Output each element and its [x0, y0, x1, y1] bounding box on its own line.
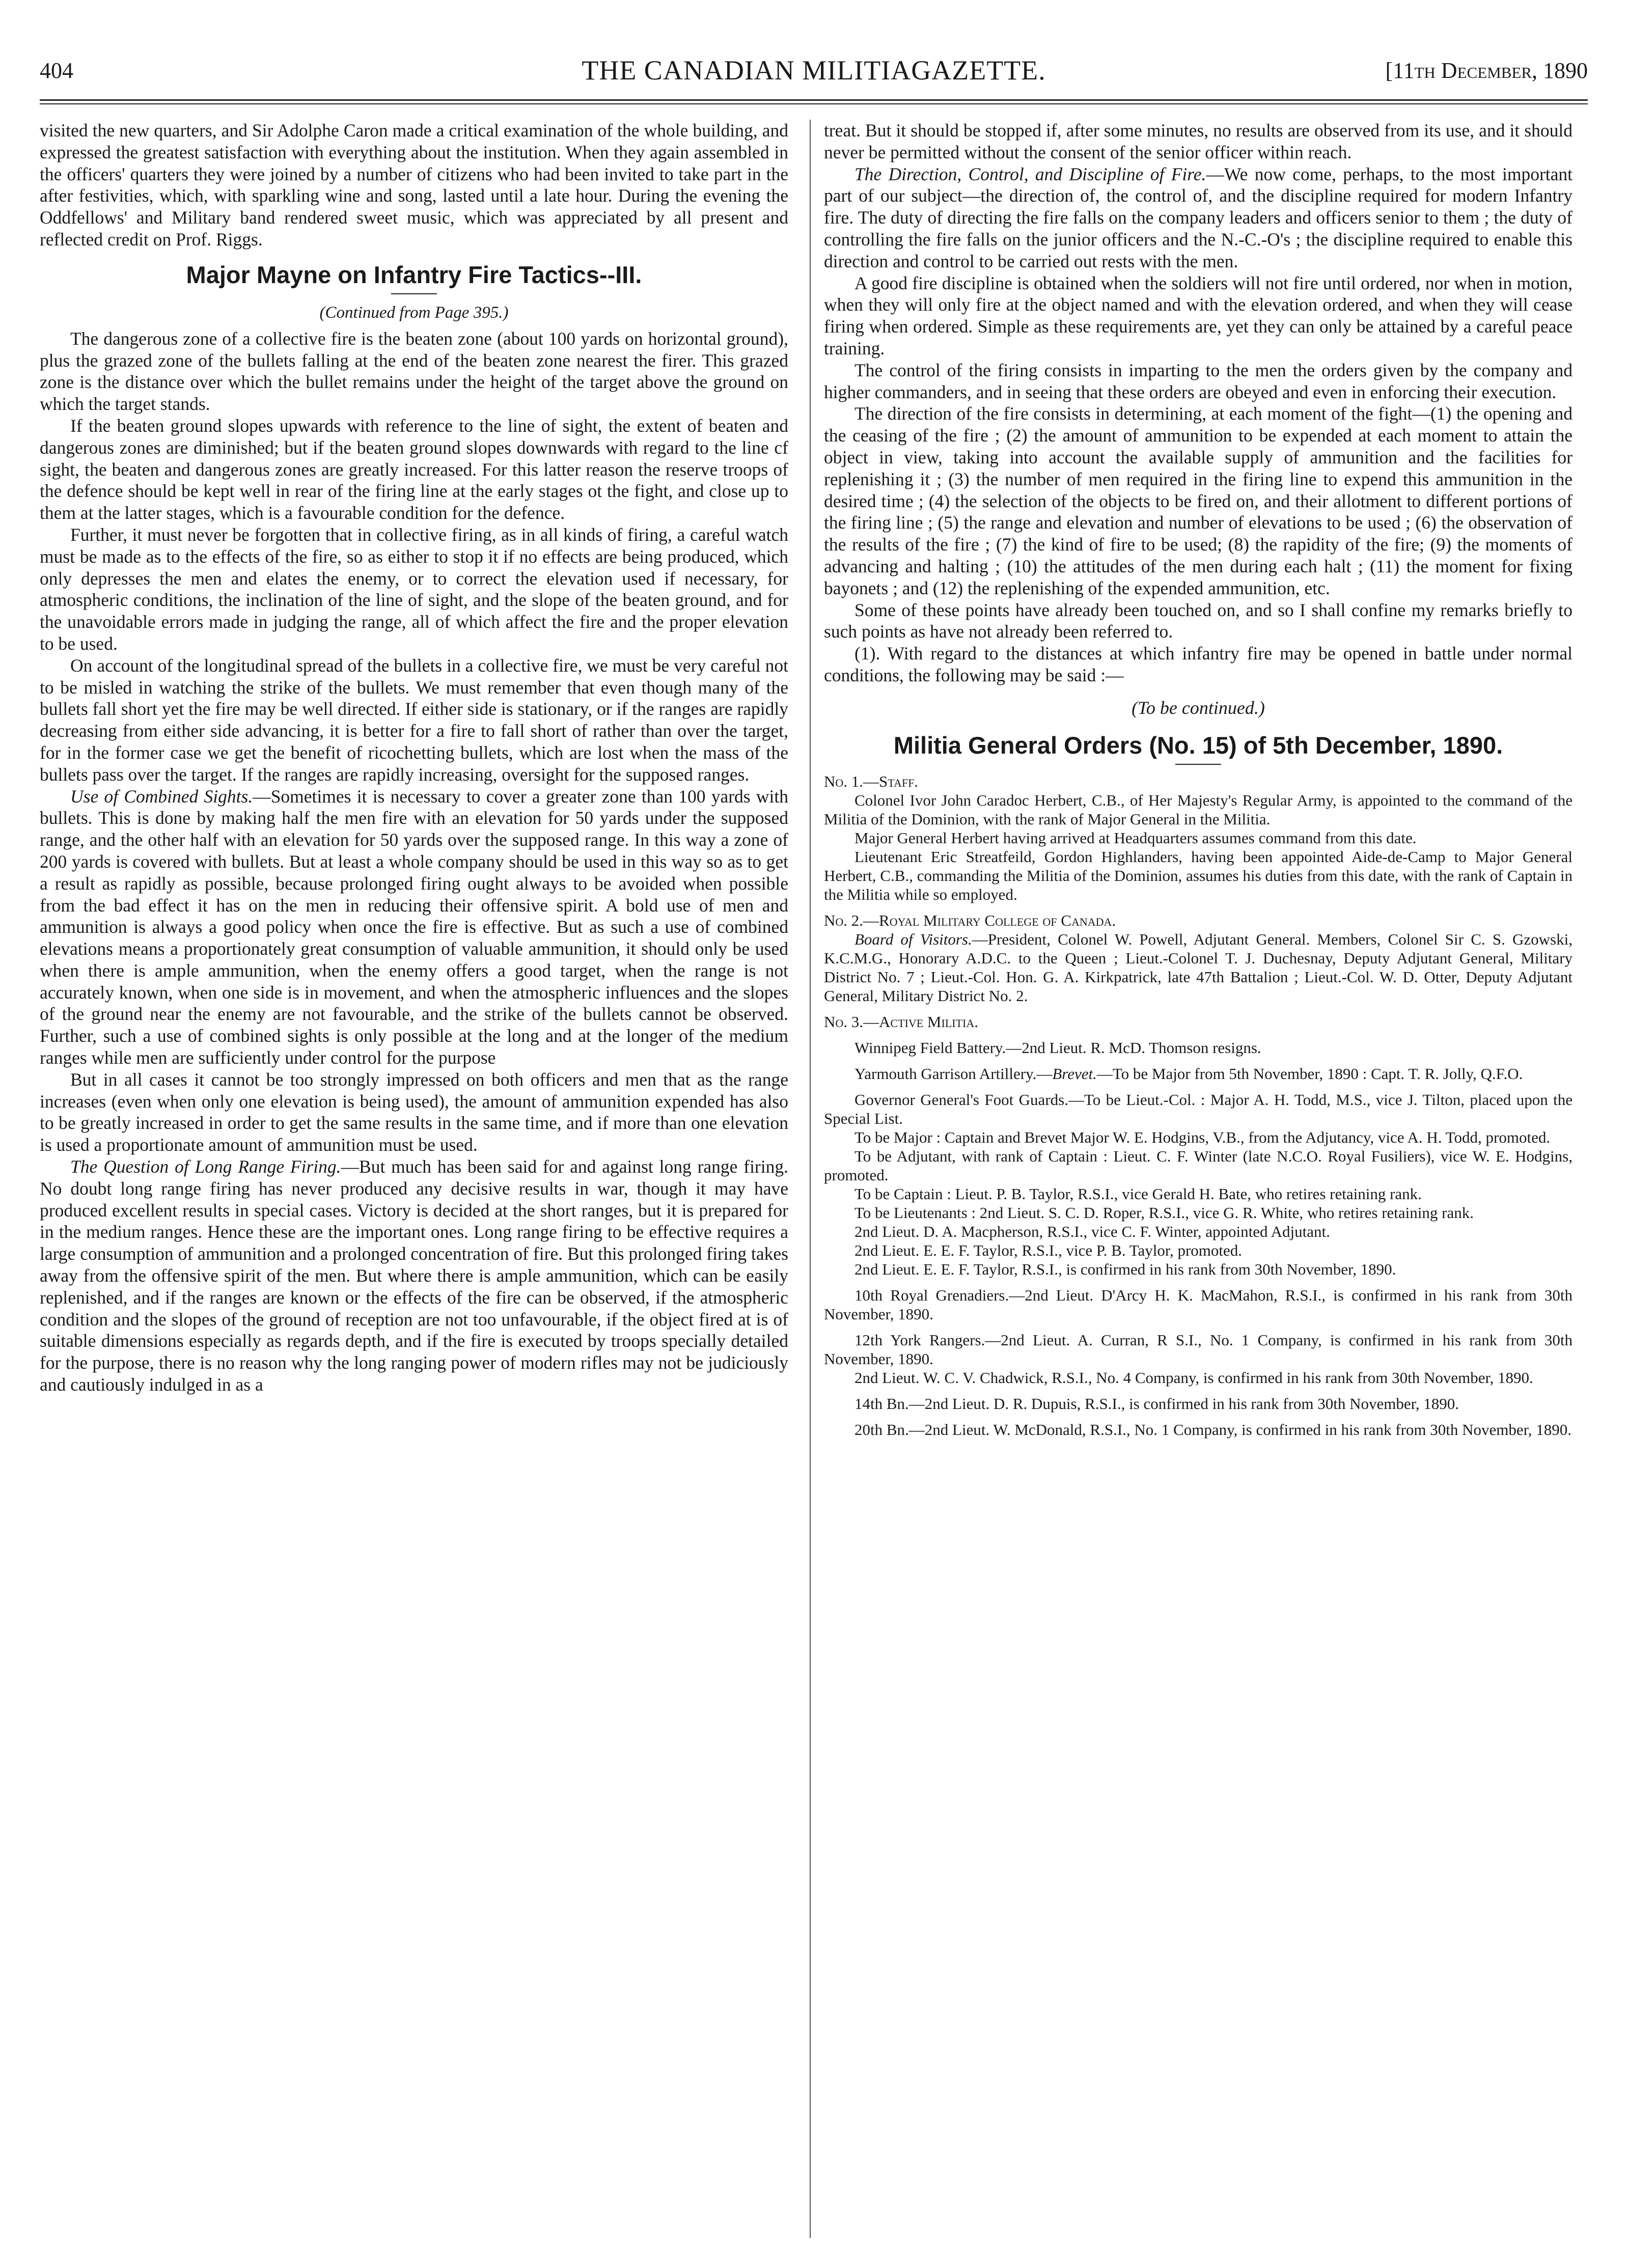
heading-rule	[1175, 764, 1221, 765]
paragraph: Some of these points have already been touched on, and so I shall confine my remarks briefly to such points as have not already been referred to.	[824, 599, 1573, 642]
paragraph: Further, it must never be forgotten that in collective firing, as in all kinds of firing, a careful watch must be made as to the effects of the fire, so as either to stop it if no effects are being produced, which only depresses the men and elates the enemy, or to correct the elevation used if necessary, for atmospheric conditions, the inclination of the line of sight, and the slope of the beaten ground, and for the unavoidable errors made in judging the range, all of which affect the fire and the proper elevation to be used.	[40, 524, 788, 654]
heading-rule	[391, 293, 437, 294]
order-item: Lieutenant Eric Streatfeild, Gordon Highlanders, having been appointed Aide-de-Camp to Major General Herbert, C.B., commanding the Militia of the Dominion, assumes his duties from this date, with the rank of Captain in the Militia while so employed.	[824, 847, 1573, 903]
article-heading: Major Mayne on Infantry Fire Tactics--III.	[186, 261, 642, 288]
paragraph	[824, 163, 1573, 272]
column-divider	[810, 120, 811, 2238]
order-item: 20th Bn.—2nd Lieut. W. McDonald, R.S.I., No. 1 Company, is confirmed in his rank from 30th November, 1890.	[854, 1420, 1571, 1439]
page-header	[40, 48, 1588, 97]
paragraph: But in all cases it cannot be too strongly impressed on both officers and men that as the range increases (even when only one elevation is being used), the amount of ammunition expended has also to be greatly increased in order to get the same results in the same time, and if more than one elevation is used a proportionate amount of ammunition must be used.	[40, 1069, 788, 1155]
paragraph-lead: The Question of Long Range Firing.	[70, 1156, 341, 1177]
paragraph: The dangerous zone of a collective fire is the beaten zone (about 100 yards on horizontal ground), plus the grazed zone of the bullets falling at the end of the beaten zone nearest the firer. This grazed zone is the distance over which the bullet remains under the height of the target above the ground on which the target stands.	[40, 328, 788, 414]
paragraph-text: —We now come, perhaps, to the most important part of our subject—the direction of, the control of, and the discipline required for modern Infantry fire. The duty of directing the fire falls on the company leaders and officers senior to them ; the duty of controlling the fire falls on the junior officers and the N.-C.-O's ; the discipline required to enable this direction and control to be carried out rests with the men.	[824, 163, 1573, 271]
paragraph-lead: The Direction, Control, and Discipline of Fire.	[854, 163, 1206, 184]
header-rule	[40, 99, 1588, 101]
order-item: 12th York Rangers.—2nd Lieut. A. Curran, R S.I., No. 1 Company, is confirmed in his rank from 30th November, 1890.	[824, 1331, 1573, 1368]
order-item: Major General Herbert having arrived at Headquarters assumes command from this date.	[854, 828, 1417, 847]
order-lead: Board of Visitors.	[854, 930, 972, 948]
order-lead: Brevet.	[1052, 1064, 1097, 1083]
section-head: No. 2.—Royal Military College of Canada.	[824, 911, 1116, 929]
header-rule-thin	[40, 103, 1588, 104]
order-item: To be Adjutant, with rank of Captain : Lieut. C. F. Winter (late N.C.O. Royal Fusiliers), vice W. E. Hodgins, promoted.	[824, 1147, 1573, 1184]
order-item: 14th Bn.—2nd Lieut. D. R. Dupuis, R.S.I., is confirmed in his rank from 30th November, 1890.	[854, 1394, 1459, 1413]
order-item: To be Major : Captain and Brevet Major W. E. Hodgins, V.B., from the Adjutancy, vice A. H. Todd, promoted.	[854, 1128, 1551, 1146]
order-item: Governor General's Foot Guards.—To be Lieut.-Col. : Major A. H. Todd, M.S., vice J. Tilton, placed upon the Special List.	[824, 1090, 1573, 1127]
paragraph-lead: Use of Combined Sights.	[70, 786, 253, 807]
right-column	[824, 120, 1573, 2248]
intro-paragraph: visited the new quarters, and Sir Adolphe Caron made a critical examination of the whole building, and expressed the greatest satisfaction with everything about the institution. When they again assembled in the officers' quarters they were joined by a number of citizens who had been invited to take part in the after festivities, which, with sparkling wine and song, lasted until a late hour. During the evening the Oddfellows' and Military band rendered sweet music, which was appreciated by all present and reflected credit on Prof. Riggs.	[40, 120, 788, 250]
order-item: 2nd Lieut. W. C. V. Chadwick, R.S.I., No. 4 Company, is confirmed in his rank from 30th November, 1890.	[854, 1368, 1533, 1387]
order-item: 2nd Lieut. E. E. F. Taylor, R.S.I., vice P. B. Taylor, promoted.	[854, 1241, 1243, 1259]
left-column	[40, 120, 788, 2248]
paragraph	[40, 786, 788, 1069]
order-item: Colonel Ivor John Caradoc Herbert, C.B., of Her Majesty's Regular Army, is appointed to the command of the Militia of the Dominion, with the rank of Major General in the Militia.	[824, 791, 1573, 828]
issue-date: [11th December, 1890	[1385, 58, 1588, 83]
order-unit: Yarmouth Garrison Artillery.—	[854, 1064, 1053, 1083]
paragraph: The direction of the fire consists in determining, at each moment of the fight—(1) the opening and the ceasing of the fire ; (2) the amount of ammunition to be expended at each moment to attain the object in view, taking into account the available supply of ammunition and the facilities for replenishing it ; (3) the number of men required in the firing line to expend this ammunition in the desired time ; (4) the selection of the objects to be fired on, and their allotment to different portions of the firing line ; (5) the range and elevation and number of elevations to be used ; (6) the observation of the results of the fire ; (7) the kind of fire to be used; (8) the rapidity of the fire; (9) the moments of advancing and halting ; (10) the attitudes of the men during each halt ; (11) the moment for fixing bayonets ; and (12) the replenishing of the expended ammunition, etc.	[824, 403, 1573, 598]
order-item: Winnipeg Field Battery.—2nd Lieut. R. McD. Thomson resigns.	[854, 1038, 1261, 1057]
section-head: No. 3.—Active Militia.	[824, 1012, 978, 1031]
paragraph: On account of the longitudinal spread of the bullets in a collective fire, we must be very careful not to be misled in watching the strike of the bullets. We must remember that even though many of the bullets fall short yet the fire may be well directed. If either side is stationary, or if the ranges are rapidly decreasing from either side advancing, it is better for a fire to fall short of rather than over the target, for in the former case we get the benefit of ricochetting bullets, which are lost when the mass of the bullets pass over the target. If the ranges are rapidly increasing, oversight for the supposed ranges.	[40, 655, 788, 785]
order-item: To be Lieutenants : 2nd Lieut. S. C. D. Roper, R.S.I., vice G. R. White, who retires retaining rank.	[854, 1203, 1474, 1222]
order-text: —To be Major from 5th November, 1890 : Capt. T. R. Jolly, Q.F.O.	[1096, 1064, 1523, 1083]
paragraph-text: —Sometimes it is necessary to cover a greater zone than 100 yards with bullets. This is done by making half the men fire with an elevation for 50 yards under the supposed range, and the other half with an elevation for 50 yards over the supposed range. In this way a zone of 200 yards is covered with bullets. But at least a whole company should be used in this way so as to get a result as rapidly as possible, because prolonged firing ought always to be avoided when possible from the bad effect it has on the men in reducing their offensive spirit. A bold use of men and ammunition is always a good policy when once the fire is effective. But as such a use of combined elevations means a proportionately great consumption of valuable ammunition, it should only be used when there is ample ammunition, when the enemy offers a good target, when the range is not accurately known, when one side is in movement, and when the atmospheric influences and the slopes of the ground near the enemy are not favourable, and the strike of the bullets cannot be observed. Further, such a use of combined sights is only possible at the long and at the longer of the medium ranges while men are sufficiently under control for the purpose	[40, 786, 788, 1068]
order-item: 2nd Lieut. D. A. Macpherson, R.S.I., vice C. F. Winter, appointed Adjutant.	[854, 1222, 1330, 1240]
paragraph: The control of the firing consists in imparting to the men the orders given by the company and higher commanders, and in seeing that these orders are obeyed and even in enforcing their execution.	[824, 359, 1573, 402]
paragraph: treat. But it should be stopped if, after some minutes, no results are observed from its use, and it should never be permitted without the consent of the senior officer within reach.	[824, 120, 1573, 162]
order-item	[824, 1064, 1573, 1083]
order-text: —President, Colonel W. Powell, Adjutant General. Members, Colonel Sir C. S. Gzowski, K.C.M.G., Honorary A.D.C. to the Queen ; Lieut.-Colonel T. J. Duchesnay, Deputy Adjutant General, Military District No. 7 ; Lieut.-Col. Hon. G. A. Kirkpatrick, late 47th Battalion ; Lieut.-Col. W. D. Otter, Deputy Adjutant General, Military District No. 2.	[824, 930, 1573, 1005]
order-item	[824, 930, 1573, 1005]
to-be-continued: (To be continued.)	[1132, 697, 1265, 718]
paragraph: If the beaten ground slopes upwards with reference to the line of sight, the extent of beaten and dangerous zones are diminished; but if the beaten ground slopes downwards with regard to the line cf sight, the beaten and dangerous zones are greatly increased. For this latter reason the reserve troops of the defence should be kept well in rear of the firing line at the early stages ot the fight, and close up to them at the latter stages, which is a favourable condition for the defence.	[40, 415, 788, 523]
order-item: 10th Royal Grenadiers.—2nd Lieut. D'Arcy H. K. MacMahon, R.S.I., is confirmed in his rank from 30th November, 1890.	[824, 1286, 1573, 1323]
paragraph	[40, 1156, 788, 1396]
orders-heading: Militia General Orders (No. 15) of 5th December, 1890.	[893, 731, 1503, 759]
section-head: No. 1.—Staff.	[824, 772, 919, 790]
order-item: 2nd Lieut. E. E. F. Taylor, R.S.I., is confirmed in his rank from 30th November, 1890.	[854, 1260, 1396, 1278]
continued-note: (Continued from Page 395.)	[319, 303, 509, 322]
page-number: 404	[40, 58, 73, 83]
order-item: To be Captain : Lieut. P. B. Taylor, R.S.I., vice Gerald H. Bate, who retires retaining rank.	[854, 1184, 1422, 1203]
paragraph-text: —But much has been said for and against long range firing. No doubt long range firing has never produced any decisive results in war, though it may have produced excellent results in special cases. Victory is decided at the short ranges, but it is prepared for in the medium ranges. Hence these are the important ones. Long range firing to be effective requires a large consumption of ammunition and a prolonged concentration of fire. But this prolonged firing takes away from the offensive spirit of the men. But where there is ample ammunition, which can be easily replenished, and if the ranges are known or the effects of the fire can be observed, if the atmospheric condition and the slopes of the ground of reception are not too unfavourable, if the object fired at is of suitable dimensions especially as regards depth, and if the fire is executed by troops specially detailed for the purpose, there is no reason why the long ranging power of modern rifles may not be judiciously and cautiously indulged in as a	[40, 1156, 788, 1395]
masthead-title: THE CANADIAN MILITIAGAZETTE.	[582, 55, 1046, 86]
paragraph: (1). With regard to the distances at which infantry fire may be opened in battle under normal conditions, the following may be said :—	[824, 643, 1573, 685]
paragraph: A good fire discipline is obtained when the soldiers will not fire until ordered, nor when in motion, when they will only fire at the object named and with the elevation ordered, and when they will cease firing when ordered. Simple as these requirements are, yet they can only be attained by a careful peace training.	[824, 272, 1573, 358]
